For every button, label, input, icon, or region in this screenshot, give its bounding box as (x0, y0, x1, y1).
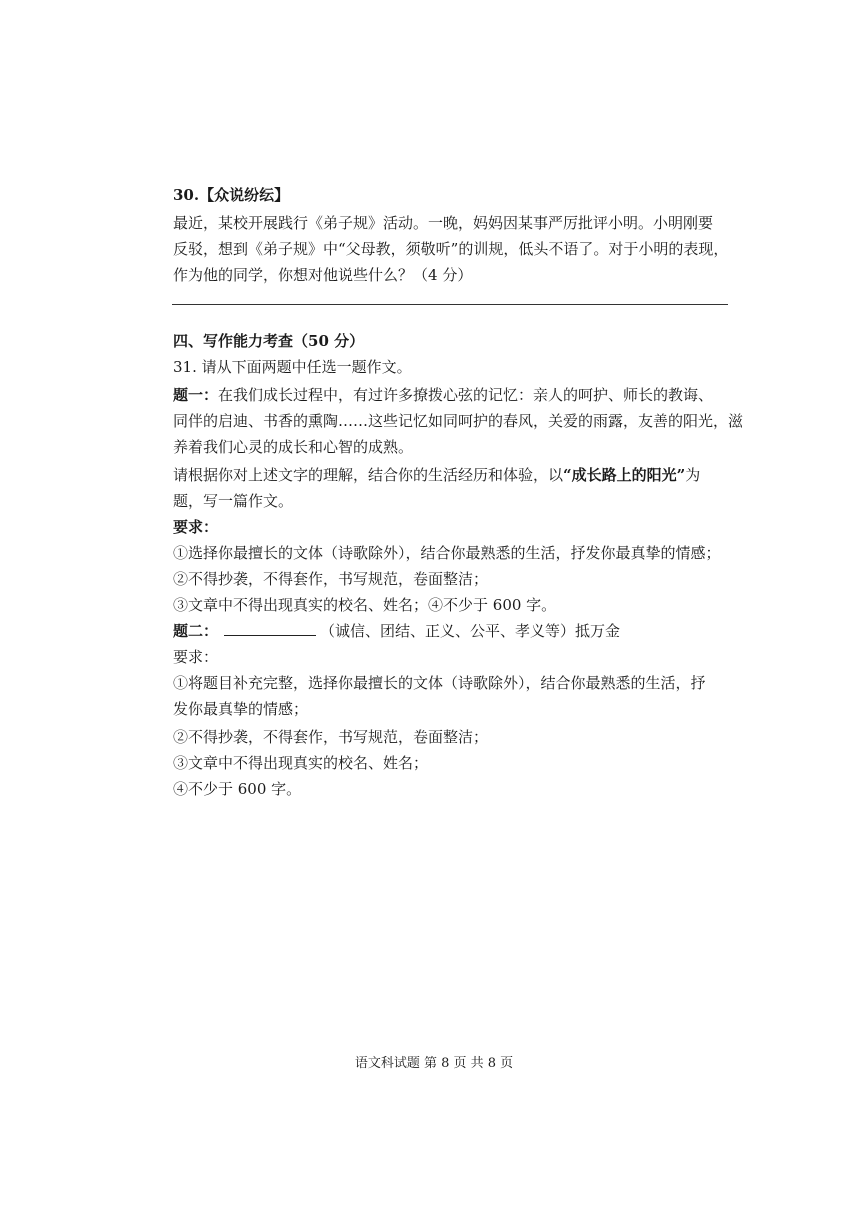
topic-2-requirement-1b: 发你最真挚的情感； (173, 700, 309, 718)
topic-1-instruction: 请根据你对上述文字的理解，结合你的生活经历和体验，以 (173, 466, 564, 484)
topic-1-line-1 (173, 385, 713, 405)
question-30-header (173, 185, 289, 205)
answer-line[interactable] (172, 304, 728, 305)
topic-1-line-5: 题，写一篇作文。 (173, 492, 294, 510)
topic-2-requirement-2: ②不得抄袭，不得套作，书写规范，卷面整洁； (173, 728, 489, 746)
topic-2-blank[interactable] (224, 621, 316, 636)
topic-2-requirement-3: ③文章中不得出现真实的校名、姓名； (173, 754, 429, 772)
topic-2-label: 题二： (173, 622, 219, 640)
question-30-line-3: 作为他的同学，你想对他说些什么？（4 分） (173, 266, 473, 284)
topic-1-requirement-1: ①选择你最擅长的文体（诗歌除外），结合你最熟悉的生活，抒发你最真挚的情感； (173, 544, 721, 562)
question-30-number: 30. (173, 186, 200, 204)
topic-1-line-2: 同伴的启迪、书香的熏陶……这些记忆如同呵护的春风，关爱的雨露，友善的阳光，滋 (173, 412, 744, 430)
question-30-line-1: 最近，某校开展践行《弟子规》活动。一晚，妈妈因某事严厉批评小明。小明刚要 (173, 214, 714, 232)
page-footer: 语文科试题 第 8 页 共 8 页 (354, 1056, 514, 1071)
topic-2-line-1 (173, 621, 620, 641)
question-31-prompt: 31. 请从下面两题中任选一题作文。 (173, 358, 412, 376)
question-30-line-2: 反驳，想到《弟子规》中“父母教，须敬听”的训规，低头不语了。对于小明的表现， (173, 240, 729, 258)
topic-1-requirement-2: ②不得抄袭，不得套作，书写规范，卷面整洁； (173, 570, 489, 588)
topic-1-instruction-end: 为 (685, 466, 701, 484)
topic-1-requirement-3: ③文章中不得出现真实的校名、姓名；④不少于 600 字。 (173, 596, 557, 614)
topic-1-text-1: 在我们成长过程中，有过许多撩拨心弦的记忆：亲人的呵护、师长的教诲、 (218, 386, 714, 404)
section-4-heading: 四、写作能力考查（50 分） (173, 332, 365, 350)
topic-2-requirements-label: 要求： (173, 648, 219, 666)
topic-1-line-4 (173, 465, 700, 485)
topic-1-line-3: 养着我们心灵的成长和心智的成熟。 (173, 438, 414, 456)
topic-2-title-rest: （诚信、团结、正义、公平、孝义等）抵万金 (320, 622, 621, 640)
topic-1-label: 题一： (173, 386, 219, 404)
topic-2-requirement-4: ④不少于 600 字。 (173, 780, 302, 798)
topic-2-requirement-1a: ①将题目补充完整，选择你最擅长的文体（诗歌除外），结合你最熟悉的生活，抒 (173, 674, 706, 692)
topic-1-requirements-label: 要求： (173, 518, 219, 536)
topic-1-title: “成长路上的阳光” (563, 466, 686, 484)
question-30-title: 【众说纷纭】 (199, 186, 290, 204)
